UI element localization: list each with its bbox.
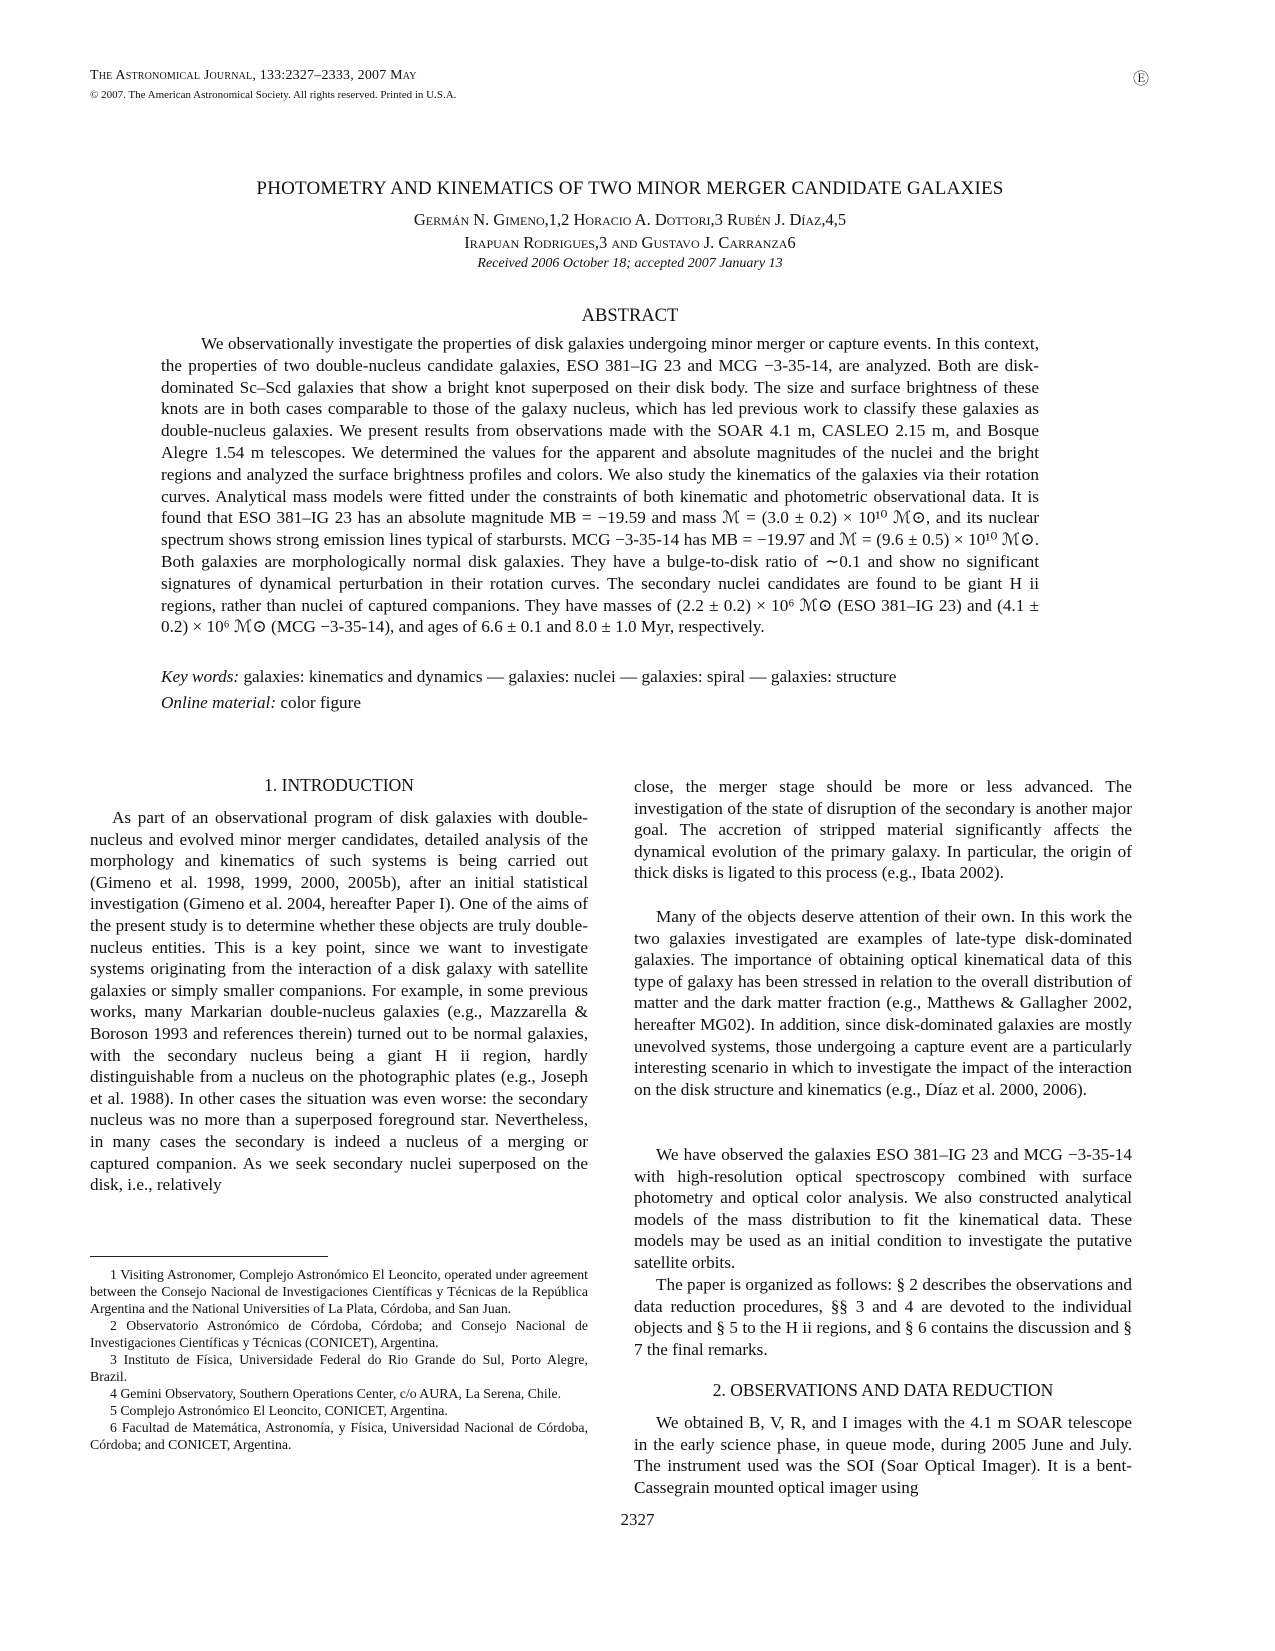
author-line-2: Irapuan Rodrigues,3 and Gustavo J. Carranza6 (464, 233, 796, 252)
section-2-heading: 2. OBSERVATIONS AND DATA REDUCTION (712, 1380, 1054, 1400)
paper-title: PHOTOMETRY AND KINEMATICS OF TWO MINOR MERGER CANDIDATE GALAXIES (256, 178, 1004, 199)
intro-paragraph-continued: close, the merger stage should be more or less advanced. The investigation of the state of disruption of the secondary is another major goal. The accretion of stripped material significantly affects the dynamical evolution of the primary galaxy. In particular, the origin of thick disks is ligated to this process (e.g., Ibata 2002). (634, 777, 1132, 883)
intro-paragraph-4: The paper is organized as follows: § 2 describes the observations and data reduction procedures, §§ 3 and 4 are devoted to the individual objects and § 5 to the H ii regions, and § 6 contains the discussion and § 7 the final remarks. (634, 1275, 1132, 1359)
online-material-label: Online material: (161, 693, 277, 712)
footnote-5: 5 Complejo Astronómico El Leoncito, CONICET, Argentina. (110, 1403, 448, 1418)
intro-paragraph-2: Many of the objects deserve attention of their own. In this work the two galaxies investigated are examples of late-type disk-dominated galaxies. The importance of obtaining optical kinematical data of this type of galaxy has been stressed in relation to the overall distribution of matter and the dark matter fraction (e.g., Matthews & Gallagher 2002, hereafter MG02). In addition, since disk-dominated galaxies are mostly unevolved systems, those undergoing a capture event are a particularly interesting scenario in which to investigate the impact of the interaction on the disk structure and kinematics (e.g., Díaz et al. 2000, 2006). (634, 907, 1132, 1099)
keywords (161, 666, 1039, 688)
footnote-4: 4 Gemini Observatory, Southern Operations Center, c/o AURA, La Serena, Chile. (110, 1386, 562, 1401)
abstract-body: We observationally investigate the properties of disk galaxies undergoing minor merger or capture events. In this context, the properties of two double-nucleus candidate galaxies, ESO 381–IG 23 and MCG −3-35-14, are analyzed. Both are disk-dominated Sc–Scd galaxies that show a bright knot superposed on their disk body. The size and surface brightness of these knots are in both cases comparable to those of the galaxy nucleus, which has led previous work to classify these galaxies as double-nucleus galaxies. We present results from observations made with the SOAR 4.1 m, CASLEO 2.15 m, and Bosque Alegre 1.54 m telescopes. We determined the values for the apparent and absolute magnitudes of the nuclei and the bright regions and analyzed the surface brightness profiles and colors. We also study the kinematics of the galaxies via their rotation curves. Analytical mass models were fitted under the constraints of both kinematic and photometric observational data. It is found that ESO 381–IG 23 has an absolute magnitude MB = −19.59 and mass ℳ = (3.0 ± 0.2) × 10¹⁰ ℳ⊙, and its nuclear spectrum shows strong emission lines typical of starbursts. MCG −3-35-14 has MB = −19.97 and ℳ = (9.6 ± 0.5) × 10¹⁰ ℳ⊙. Both galaxies are morphologically normal disk galaxies. They have a bulge-to-disk ratio of ∼0.1 and show no significant signatures of dynamical perturbation in their rotation curves. The secondary nuclei candidates are found to be giant H ii regions, rather than nuclei of captured companions. They have masses of (2.2 ± 0.2) × 10⁶ ℳ⊙ (ESO 381–IG 23) and (4.1 ± 0.2) × 10⁶ ℳ⊙ (MCG −3-35-14), and ages of 6.6 ± 0.1 and 8.0 ± 1.0 Myr, respectively. (161, 334, 1039, 637)
observations-paragraph-1: We obtained B, V, R, and I images with the 4.1 m SOAR telescope in the early science phase, in queue mode, during 2005 June and July. The instrument used was the SOI (Soar Optical Imager). It is a bent-Cassegrain mounted optical imager using (634, 1413, 1132, 1497)
online-material (161, 692, 1039, 714)
running-header (90, 66, 456, 104)
intro-paragraph-3: We have observed the galaxies ESO 381–IG 23 and MCG −3-35-14 with high-resolution optical spectroscopy combined with surface photometry and optical color analysis. We also constructed analytical models of the mass distribution to fit the kinematical data. These models may be used as an initial condition to investigate the putative satellite orbits. (634, 1145, 1132, 1272)
author-line-1: Germán N. Gimeno,1,2 Horacio A. Dottori,3 Rubén J. Díaz,4,5 (413, 210, 847, 229)
online-material-text: color figure (280, 693, 361, 712)
footnotes (90, 1266, 588, 1453)
intro-paragraph-1: As part of an observational program of disk galaxies with double-nucleus and evolved minor merger candidates, detailed analysis of the morphology and kinematics of such systems is being carried out (Gimeno et al. 1998, 1999, 2000, 2005b), after an initial statistical investigation (Gimeno et al. 2004, hereafter Paper I). One of the aims of the present study is to determine whether these objects are truly double-nucleus entities. This is a key point, since we want to investigate systems originating from the interaction of a disk galaxy with satellite galaxies or simply smaller companions. For example, in some previous works, many Markarian double-nucleus galaxies (e.g., Mazzarella & Boroson 1993 and references therein) turned out to be normal galaxies, with the secondary nucleus being a giant H ii region, hardly distinguishable from a nucleus on the photographic plates (e.g., Joseph et al. 1988). In other cases the situation was even worse: the secondary nucleus was no more than a superposed foreground star. Nevertheless, in many cases the secondary is indeed a nucleus of a merging or captured companion. As we seek secondary nuclei superposed on the disk, i.e., relatively (90, 808, 588, 1195)
footnote-2: 2 Observatorio Astronómico de Córdoba, Córdoba; and Consejo Nacional de Investigaciones Científicas y Técnicas (CONICET), Argentina. (90, 1318, 588, 1350)
keywords-label: Key words: (161, 667, 240, 686)
journal-citation: The Astronomical Journal, 133:2327–2333, 2007 May (90, 68, 417, 83)
footnote-3: 3 Instituto de Física, Universidade Federal do Rio Grande do Sul, Porto Alegre, Brazil. (90, 1352, 588, 1384)
footnote-6: 6 Facultad de Matemática, Astronomía, y Física, Universidad Nacional de Córdoba, Córdoba; and CONICET, Argentina. (90, 1420, 588, 1452)
footnote-divider (90, 1256, 328, 1257)
author-list (120, 208, 1140, 254)
keywords-text: galaxies: kinematics and dynamics — galaxies: nuclei — galaxies: spiral — galaxies: structure (243, 667, 897, 686)
electronic-edition-icon: Ⓔ (1132, 71, 1149, 88)
abstract-heading: ABSTRACT (581, 306, 679, 326)
section-1-heading: 1. INTRODUCTION (264, 775, 414, 795)
copyright-notice: © 2007. The American Astronomical Society. All rights reserved. Printed in U.S.A. (90, 89, 457, 101)
page-number: 2327 (620, 1510, 655, 1529)
received-dates: Received 2006 October 18; accepted 2007 January 13 (477, 256, 783, 271)
footnote-1: 1 Visiting Astronomer, Complejo Astronómico El Leoncito, operated under agreement between the Consejo Nacional de Investigaciones Científicas y Técnicas de la República Argentina and the National Universities of La Plata, Córdoba, and San Juan. (90, 1267, 588, 1316)
